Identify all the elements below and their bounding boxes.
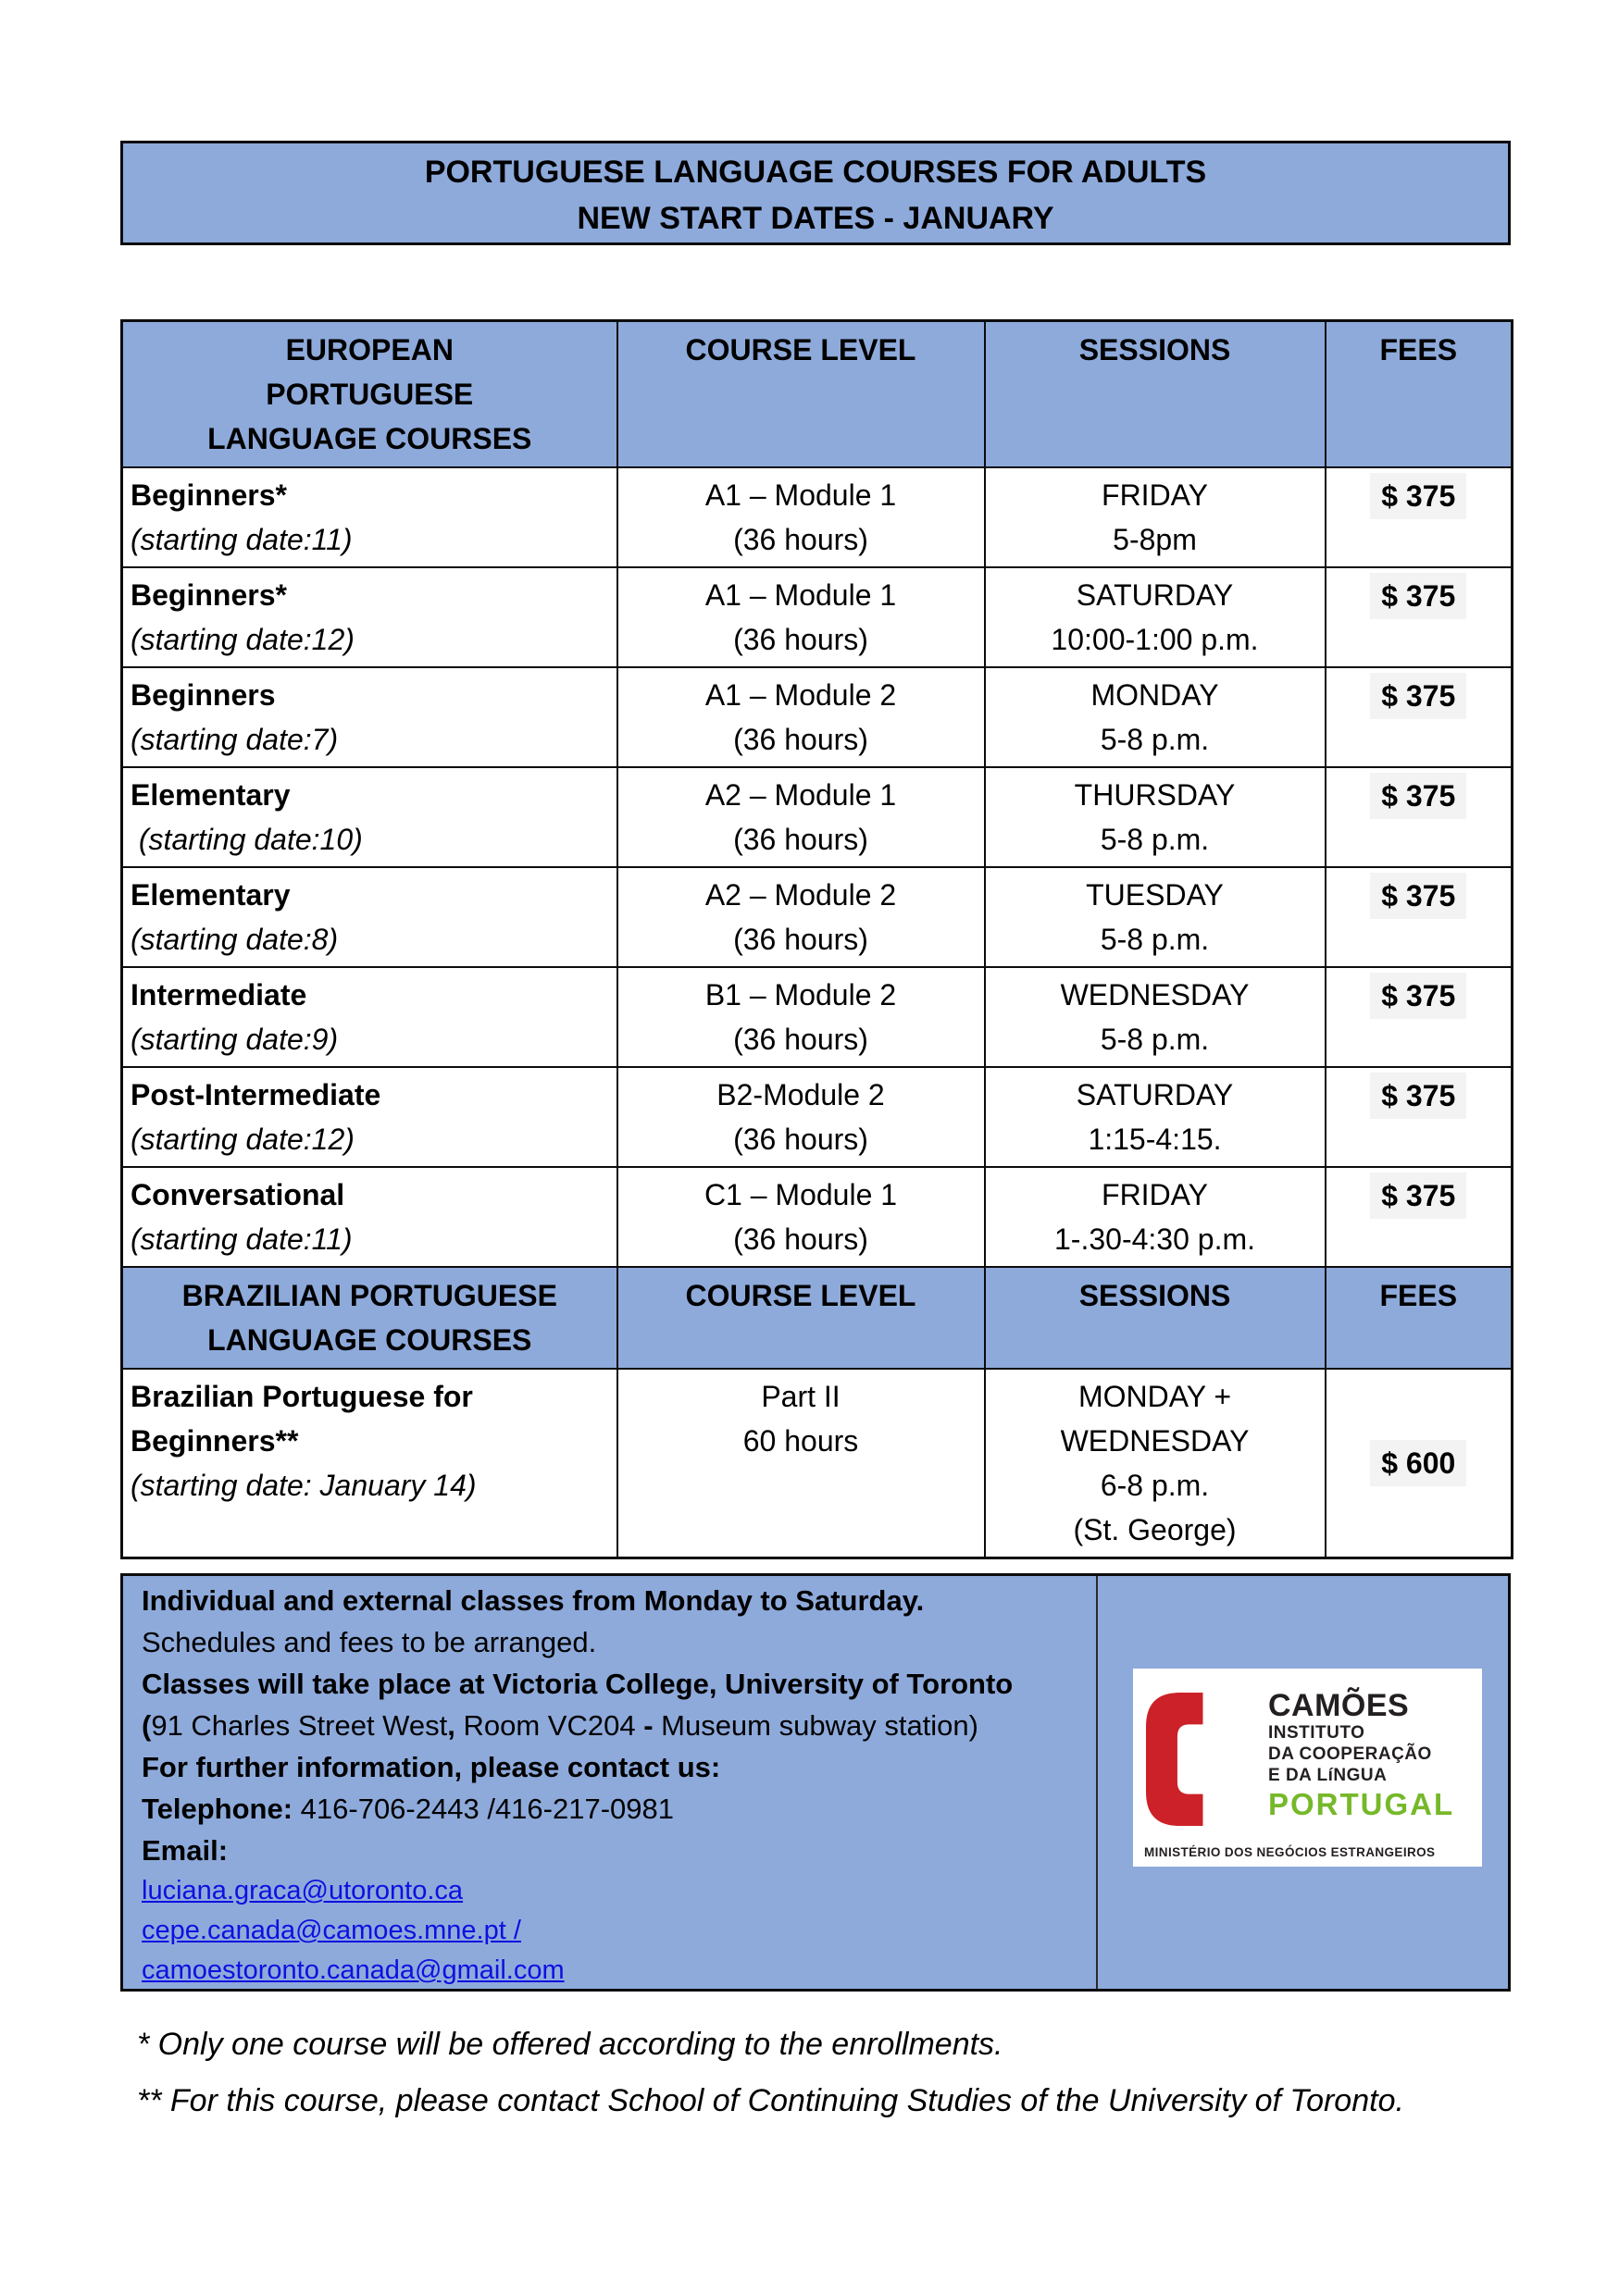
column-header-course-level: COURSE LEVEL xyxy=(617,1267,985,1369)
course-sessions-cell xyxy=(985,1369,1326,1558)
course-name-cell xyxy=(122,1369,617,1558)
course-level-line: B2-Module 2 xyxy=(716,1078,885,1111)
course-sessions-cell xyxy=(985,567,1326,667)
course-session-line: MONDAY xyxy=(1090,678,1219,712)
table-row xyxy=(122,467,1513,567)
course-name-cell xyxy=(122,467,617,567)
logo-institute-name: CAMÕES xyxy=(1268,1688,1410,1723)
course-fee: $ 375 xyxy=(1370,1073,1466,1119)
course-level-cell xyxy=(617,1369,985,1558)
course-name: Elementary xyxy=(131,778,291,812)
course-start-date: (starting date:12) xyxy=(131,1123,355,1156)
course-name-cell xyxy=(122,767,617,867)
course-level-cell xyxy=(617,467,985,567)
course-session-line: SATURDAY xyxy=(1076,1078,1234,1111)
course-fee-cell xyxy=(1326,967,1513,1067)
course-session-line: (St. George) xyxy=(1073,1513,1237,1546)
course-fee-cell xyxy=(1326,467,1513,567)
course-level-line: (36 hours) xyxy=(733,823,868,856)
course-start-date: (starting date:11) xyxy=(131,1222,353,1256)
logo-ministry: MINISTÉRIO DOS NEGÓCIOS ESTRANGEIROS xyxy=(1144,1845,1436,1859)
info-line xyxy=(142,1580,1083,1621)
info-text-bold: Telephone: xyxy=(142,1793,293,1825)
info-text-bold: - xyxy=(643,1709,654,1742)
course-fee: $ 375 xyxy=(1370,973,1466,1019)
course-fee-cell xyxy=(1326,667,1513,767)
info-text-bold: Email: xyxy=(142,1834,229,1867)
info-text-regular: Museum subway station) xyxy=(653,1709,978,1742)
info-line xyxy=(142,1621,1083,1663)
course-sessions-cell xyxy=(985,667,1326,767)
course-level-cell xyxy=(617,867,985,967)
table-header-row xyxy=(122,1267,1513,1369)
table-row xyxy=(122,967,1513,1067)
title-banner xyxy=(120,141,1511,245)
course-session-line: 5-8 p.m. xyxy=(1100,823,1210,856)
course-level-line: (36 hours) xyxy=(733,1123,868,1156)
info-line xyxy=(142,1663,1083,1705)
course-level-cell xyxy=(617,567,985,667)
course-session-line: THURSDAY xyxy=(1074,778,1236,812)
info-line xyxy=(142,1705,1083,1746)
table-row xyxy=(122,567,1513,667)
course-start-date: (starting date:11) xyxy=(131,523,353,556)
info-text-regular: 91 Charles Street West xyxy=(151,1709,448,1742)
footnotes xyxy=(137,2019,1496,2132)
course-level-line: A1 – Module 1 xyxy=(704,578,897,612)
course-session-line: FRIDAY xyxy=(1102,1178,1208,1211)
course-level-line: B1 – Module 2 xyxy=(704,978,897,1011)
course-name: Conversational xyxy=(131,1178,345,1211)
course-fee: $ 375 xyxy=(1370,1173,1466,1219)
info-text-bold: Classes will take place at Victoria College, University of Toronto xyxy=(142,1668,1014,1700)
info-text-regular: 416-706-2443 /416-217-0981 xyxy=(293,1793,674,1825)
info-text-regular: Schedules and fees to be arranged. xyxy=(142,1626,597,1658)
course-session-line: MONDAY + xyxy=(1077,1380,1232,1413)
course-name: Post-Intermediate xyxy=(131,1078,381,1111)
contact-info-text xyxy=(123,1576,1098,1989)
course-level-cell xyxy=(617,767,985,867)
course-sessions-cell xyxy=(985,967,1326,1067)
course-level-line: (36 hours) xyxy=(733,623,868,656)
course-fee: $ 375 xyxy=(1370,773,1466,819)
course-fee: $ 375 xyxy=(1370,473,1466,519)
title-line-2: NEW START DATES - JANUARY xyxy=(577,201,1054,236)
course-session-line: 5-8 p.m. xyxy=(1100,723,1210,756)
course-sessions-cell xyxy=(985,467,1326,567)
course-level-cell xyxy=(617,667,985,767)
email-link[interactable]: luciana.graca@utoronto.ca xyxy=(142,1876,464,1905)
course-session-line: 1:15-4:15. xyxy=(1088,1123,1222,1156)
info-text-bold: Individual and external classes from Monday to Saturday. xyxy=(142,1584,925,1617)
camoes-logo xyxy=(1133,1669,1482,1867)
logo-institute-line: DA COOPERAÇÃO xyxy=(1268,1744,1432,1764)
footnote: * Only one course will be offered according to the enrollments. xyxy=(137,2027,1003,2062)
course-name: Brazilian Portuguese for xyxy=(131,1380,473,1413)
course-session-line: 1-.30-4:30 p.m. xyxy=(1054,1222,1255,1256)
course-level-line: A1 – Module 2 xyxy=(704,678,897,712)
camoes-c-icon xyxy=(1146,1693,1244,1826)
info-text-bold: , xyxy=(447,1709,455,1742)
course-sessions-cell xyxy=(985,867,1326,967)
contact-info-box xyxy=(120,1573,1511,1992)
course-name: Intermediate xyxy=(131,978,307,1011)
course-level-cell xyxy=(617,1167,985,1267)
footnote: ** For this course, please contact School of Continuing Studies of the University of Toronto. xyxy=(137,2083,1404,2118)
course-fee: $ 600 xyxy=(1370,1440,1466,1486)
column-header-brazilian-courses: BRAZILIAN PORTUGUESE LANGUAGE COURSES xyxy=(122,1267,617,1369)
course-session-line: WEDNESDAY xyxy=(1060,1424,1250,1458)
course-level-line: A1 – Module 1 xyxy=(704,478,897,512)
course-level-cell xyxy=(617,967,985,1067)
course-fee: $ 375 xyxy=(1370,873,1466,919)
email-links xyxy=(142,1871,1083,1989)
course-fee-cell xyxy=(1326,1167,1513,1267)
info-text-bold: For further information, please contact us: xyxy=(142,1751,721,1783)
course-name-cell xyxy=(122,1167,617,1267)
info-text-regular: Room VC204 xyxy=(455,1709,644,1742)
logo-institute-line: E DA LíNGUA xyxy=(1268,1766,1388,1785)
course-session-line: TUESDAY xyxy=(1086,878,1224,912)
course-fee-cell xyxy=(1326,567,1513,667)
column-header-fees: FEES xyxy=(1326,321,1513,468)
course-name-cell xyxy=(122,1067,617,1167)
course-start-date: (starting date: January 14) xyxy=(131,1469,477,1502)
course-level-line: 60 hours xyxy=(742,1424,859,1458)
course-sessions-cell xyxy=(985,1167,1326,1267)
table-header-row xyxy=(122,321,1513,468)
email-link[interactable]: cepe.canada@camoes.mne.pt / xyxy=(142,1916,521,1945)
column-header-fees: FEES xyxy=(1326,1267,1513,1369)
info-line xyxy=(142,1746,1083,1788)
course-level-line: Part II xyxy=(761,1380,841,1413)
course-start-date: (starting date:10) xyxy=(131,823,363,856)
course-level-line: (36 hours) xyxy=(733,923,868,956)
logo-institute-line: INSTITUTO xyxy=(1268,1723,1365,1743)
table-row xyxy=(122,1067,1513,1167)
course-level-line: (36 hours) xyxy=(733,1023,868,1056)
course-sessions-cell xyxy=(985,1067,1326,1167)
course-name: Beginners* xyxy=(131,578,287,612)
course-name: Beginners* xyxy=(131,478,287,512)
email-link[interactable]: camoestoronto.canada@gmail.com xyxy=(142,1955,565,1985)
course-level-line: C1 – Module 1 xyxy=(704,1178,898,1211)
course-level-line: (36 hours) xyxy=(733,723,868,756)
course-fee-cell xyxy=(1326,767,1513,867)
course-session-line: SATURDAY xyxy=(1076,578,1234,612)
course-start-date: (starting date:9) xyxy=(131,1023,339,1056)
course-name: Elementary xyxy=(131,878,291,912)
course-name: Beginners** xyxy=(131,1424,299,1458)
column-header-sessions: SESSIONS xyxy=(985,321,1326,468)
logo-country: PORTUGAL xyxy=(1268,1787,1455,1821)
course-session-line: 5-8 p.m. xyxy=(1100,1023,1210,1056)
info-line xyxy=(142,1788,1083,1830)
logo-text-column xyxy=(1268,1689,1454,1821)
course-name-cell xyxy=(122,567,617,667)
course-fee: $ 375 xyxy=(1370,673,1466,719)
course-name-cell xyxy=(122,667,617,767)
info-line xyxy=(142,1830,1083,1871)
course-level-line: A2 – Module 2 xyxy=(704,878,897,912)
course-name: Beginners xyxy=(131,678,276,712)
course-start-date: (starting date:7) xyxy=(131,723,339,756)
course-level-line: A2 – Module 1 xyxy=(704,778,897,812)
logo-cell xyxy=(1100,1576,1508,1989)
column-header-sessions: SESSIONS xyxy=(985,1267,1326,1369)
course-session-line: 5-8 p.m. xyxy=(1100,923,1210,956)
course-session-line: WEDNESDAY xyxy=(1060,978,1250,1011)
course-session-line: FRIDAY xyxy=(1102,478,1208,512)
column-header-european-courses: EUROPEAN PORTUGUESE LANGUAGE COURSES xyxy=(122,321,617,468)
course-fee-cell xyxy=(1326,867,1513,967)
course-name-cell xyxy=(122,967,617,1067)
course-start-date: (starting date:8) xyxy=(131,923,339,956)
course-session-line: 6-8 p.m. xyxy=(1100,1469,1210,1502)
course-level-line: (36 hours) xyxy=(733,1222,868,1256)
course-session-line: 10:00-1:00 p.m. xyxy=(1051,623,1259,656)
course-start-date: (starting date:12) xyxy=(131,623,355,656)
courses-table xyxy=(120,319,1513,1559)
title-line-1: PORTUGUESE LANGUAGE COURSES FOR ADULTS xyxy=(424,155,1207,190)
course-fee: $ 375 xyxy=(1370,573,1466,619)
column-header-course-level: COURSE LEVEL xyxy=(617,321,985,468)
course-session-line: 5-8pm xyxy=(1113,523,1197,556)
course-level-cell xyxy=(617,1067,985,1167)
course-fee-cell xyxy=(1326,1067,1513,1167)
info-text-bold: ( xyxy=(142,1709,152,1742)
course-level-line: (36 hours) xyxy=(733,523,868,556)
table-row xyxy=(122,767,1513,867)
table-row xyxy=(122,667,1513,767)
table-row xyxy=(122,1167,1513,1267)
table-row xyxy=(122,867,1513,967)
course-fee-cell xyxy=(1326,1369,1513,1558)
table-row xyxy=(122,1369,1513,1558)
course-name-cell xyxy=(122,867,617,967)
course-sessions-cell xyxy=(985,767,1326,867)
